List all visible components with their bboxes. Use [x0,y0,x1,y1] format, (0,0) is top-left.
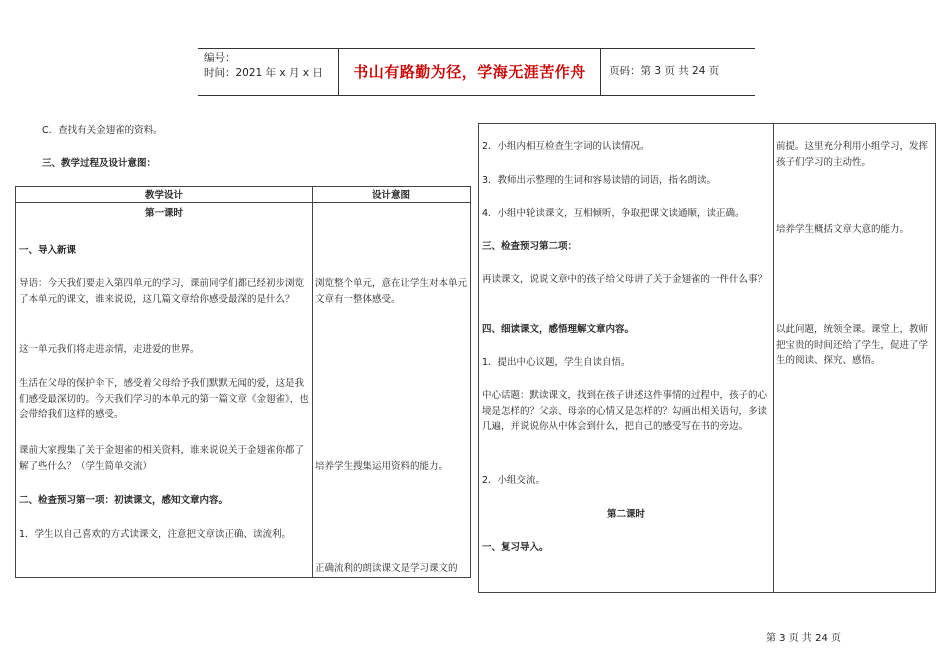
intent-summary: 培养学生概括文章大意的能力。 [776,224,910,235]
step-3: 3．教师出示整理的生词和容易读错的词语，指名朗读。 [482,175,717,186]
lesson-1-title: 第一课时 [144,208,183,219]
serial-label: 编号： [204,52,236,64]
right-table [478,123,936,593]
intent-central-topic: 以此问题，统领全课。课堂上，教师把宝贵的时间还给了学生，促进了学生的阅读、探究、感悟。 [776,324,929,367]
paragraph-reading: 1．学生以自己喜欢的方式读课文，注意把文章读正确、读流利。 [19,529,292,540]
header-page-label: 页码：第 3 页 共 24 页 [609,65,720,78]
paragraph-unit: 这一单元我们将走进亲情，走进爱的世界。 [19,344,200,355]
section-2-title: 二、检查预习第一项：初读课文，感知文章内容。 [19,495,229,506]
section-3-title: 三、检查预习第二项： [482,241,578,252]
section-heading: 三、教学过程及设计意图： [42,158,157,169]
intent-unit: 浏览整个单元，意在让学生对本单元文章有一整体感受。 [315,278,468,305]
col-header-intent: 设计意图 [371,190,410,201]
header-meta [198,49,339,95]
step-4: 4．小组中轮读课文，互相倾听，争取把课文读通顺，读正确。 [482,208,745,219]
paragraph-reread: 再读课文，说说文章中的孩子给父母讲了关于金翅雀的一件什么事？ [482,274,768,285]
section-5-title: 一、复习导入。 [482,542,549,553]
section-4-title: 四、细读课文，感悟理解文章内容。 [482,324,635,335]
step-2: 2．小组内相互检查生字词的认读情况。 [482,141,650,152]
page-footer: 第 3 页 共 24 页 [766,633,841,644]
paragraph-topic: 1．提出中心议题，学生自读自悟。 [482,357,631,368]
section-1-title: 一、导入新课 [19,245,77,256]
intent-reading: 正确流利的朗读课文是学习课文的 [315,563,458,574]
paragraph-materials: 课前大家搜集了关于金翅雀的相关资料，谁来说说关于金翅雀你都了解了些什么？（学生简单交流） [19,445,305,472]
page-header [198,48,755,96]
paragraph-group: 2．小组交流。 [482,475,546,486]
intent-materials: 培养学生搜集运用资料的能力。 [315,461,449,472]
paragraph-parents: 生活在父母的保护伞下，感受着父母给予我们默默无闻的爱，这是我们感受最深切的。今天我们学习的本单元的第一篇文章《金翅雀》，也会带给我们这样的感受。 [19,378,309,421]
paragraph-intro: 导语：今天我们要走入第四单元的学习，课前同学们都已经初步浏览了本单元的课文，谁来说说，这几篇文章给你感受最深的是什么？ [19,278,305,305]
left-table [15,186,471,578]
time-label: 时间：2021 年 x 月 x 日 [204,66,323,79]
lesson-2-title: 第二课时 [606,509,645,520]
header-motto: 书山有路勤为径，学海无涯苦作舟 [339,49,601,95]
intent-group-study: 前提。这里充分利用小组学习，发挥孩子们学习的主动性。 [776,141,929,168]
col-header-design: 教学设计 [144,190,183,201]
paragraph-central-topic: 中心话题：默读课文，找到在孩子讲述这件事情的过程中，孩子的心境是怎样的？父亲、母亲的心情又是怎样的？勾画出相关语句，多读几遍，并说说你从中体会到什么，把自己的感受写在书的旁边。 [482,390,768,433]
intro-item-c: C．查找有关金翅雀的资料。 [42,125,163,136]
